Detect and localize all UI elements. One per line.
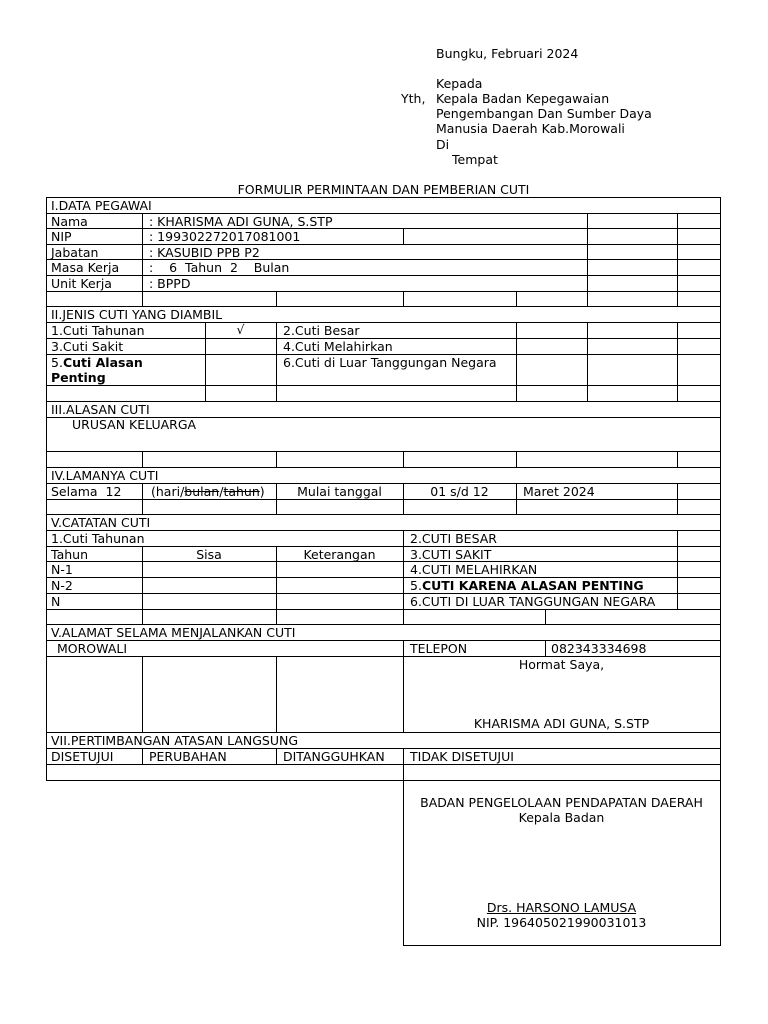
jabatan-value: : KASUBID PPB P2 bbox=[149, 245, 260, 260]
section-title: III.ALASAN CUTI bbox=[51, 402, 150, 417]
jabatan-label: Jabatan bbox=[51, 245, 99, 260]
row-n: N bbox=[51, 594, 61, 609]
row-n-2: N-2 bbox=[51, 578, 73, 593]
cuti-melahirkan-note: 4.CUTI MELAHIRKAN bbox=[410, 562, 538, 577]
nama-value: : KHARISMA ADI GUNA, S.STP bbox=[149, 214, 333, 229]
sisa-header: Sisa bbox=[196, 547, 222, 562]
recipient-line-2: Pengembangan Dan Sumber Daya bbox=[436, 106, 652, 121]
cuti-besar-label: 2.Cuti Besar bbox=[283, 323, 360, 338]
section-title: I.DATA PEGAWAI bbox=[51, 198, 152, 213]
selama-value: Selama 12 bbox=[51, 484, 122, 499]
option-tidak-disetujui: TIDAK DISETUJUI bbox=[410, 749, 514, 764]
duration-unit: (hari/bulan/tahun) bbox=[151, 484, 265, 499]
cuti-alasan-penting-note: 5.CUTI KARENA ALASAN PENTING bbox=[410, 578, 644, 593]
kepada-label: Kepada bbox=[436, 76, 483, 91]
option-perubahan: PERUBAHAN bbox=[149, 749, 227, 764]
recipient-line-1: Kepala Badan Kepegawaian bbox=[436, 91, 610, 106]
section-title: V.ALAMAT SELAMA MENJALANKAN CUTI bbox=[51, 625, 296, 640]
cuti-besar-note: 2.CUTI BESAR bbox=[410, 531, 497, 546]
cuti-tahunan-label: 1.Cuti Tahunan bbox=[51, 531, 145, 546]
section-title: II.JENIS CUTI YANG DIAMBIL bbox=[51, 307, 223, 322]
tempat-label: Tempat bbox=[452, 152, 498, 167]
cuti-sakit-label: 3.Cuti Sakit bbox=[51, 339, 124, 354]
row-n-1: N-1 bbox=[51, 562, 73, 577]
recipient-line-3: Manusia Daerah Kab.Morowali bbox=[436, 121, 625, 136]
address-value: MOROWALI bbox=[57, 641, 128, 656]
cuti-luar-tanggungan-note: 6.CUTI DI LUAR TANGGUNGAN NEGARA bbox=[410, 594, 656, 609]
yth-label: Yth, bbox=[401, 91, 426, 106]
unit-kerja-value: : BPPD bbox=[149, 276, 191, 291]
keterangan-header: Keterangan bbox=[303, 547, 376, 562]
alasan-value: URUSAN KELUARGA bbox=[72, 417, 197, 432]
option-ditangguhkan: DITANGGUHKAN bbox=[283, 749, 385, 764]
approver-name: Drs. HARSONO LAMUSA bbox=[486, 900, 637, 915]
place-date: Bungku, Februari 2024 bbox=[436, 46, 579, 61]
section-title: VII.PERTIMBANGAN ATASAN LANGSUNG bbox=[51, 733, 299, 748]
approver-organization: BADAN PENGELOLAAN PENDAPATAN DAERAH bbox=[420, 795, 703, 810]
cuti-sakit-note: 3.CUTI SAKIT bbox=[410, 547, 492, 562]
date-range: 01 s/d 12 bbox=[430, 484, 489, 499]
cuti-tahunan-label: 1.Cuti Tahunan bbox=[51, 323, 145, 338]
option-disetujui: DISETUJUI bbox=[51, 749, 114, 764]
applicant-name: KHARISMA ADI GUNA, S.STP bbox=[473, 716, 650, 731]
telepon-value: 082343334698 bbox=[551, 641, 647, 656]
section-title: IV.LAMANYA CUTI bbox=[51, 468, 159, 483]
tahun-header: Tahun bbox=[51, 547, 88, 562]
form-title: FORMULIR PERMINTAAN DAN PEMBERIAN CUTI bbox=[237, 182, 530, 197]
approver-role: Kepala Badan bbox=[518, 810, 605, 825]
cuti-melahirkan-label: 4.Cuti Melahirkan bbox=[283, 339, 393, 354]
masa-kerja-label: Masa Kerja bbox=[51, 260, 120, 275]
telepon-label: TELEPON bbox=[410, 641, 468, 656]
di-label: Di bbox=[436, 137, 450, 152]
cuti-luar-tanggungan-label: 6.Cuti di Luar Tanggungan Negara bbox=[283, 355, 497, 370]
cuti-alasan-penting-label-2: Penting bbox=[51, 370, 106, 385]
mulai-tanggal-label: Mulai tanggal bbox=[297, 484, 382, 499]
masa-kerja-value: : 6 Tahun 2 Bulan bbox=[149, 260, 290, 275]
check-mark-icon: √ bbox=[236, 322, 245, 337]
section-title: V.CATATAN CUTI bbox=[51, 515, 151, 530]
nama-label: Nama bbox=[51, 214, 88, 229]
nip-label: NIP bbox=[51, 229, 72, 244]
month-year: Maret 2024 bbox=[523, 484, 595, 499]
hormat-saya: Hormat Saya, bbox=[518, 657, 605, 672]
cuti-alasan-penting-label: 5.Cuti Alasan bbox=[51, 355, 143, 370]
unit-kerja-label: Unit Kerja bbox=[51, 276, 112, 291]
approver-nip: NIP. 196405021990031013 bbox=[476, 915, 647, 930]
nip-value: : 199302272017081001 bbox=[149, 229, 301, 244]
